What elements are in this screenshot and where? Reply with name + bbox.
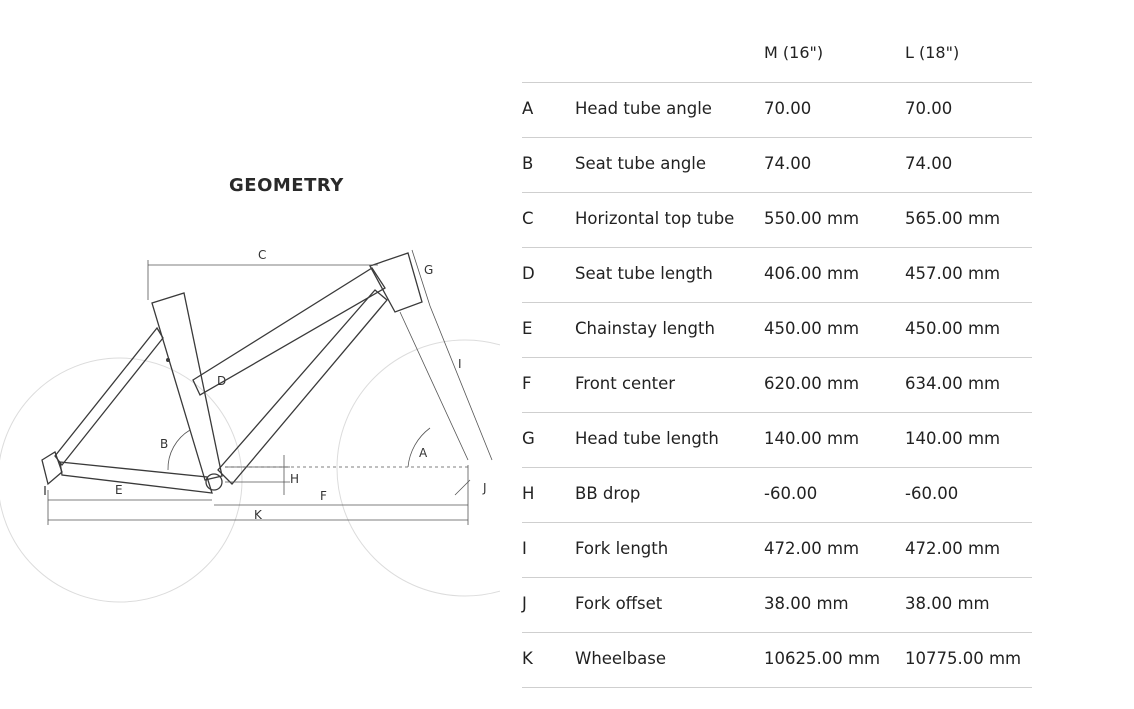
dim-label-h: H [290,472,300,486]
row-value-m: 620.00 mm [764,374,860,393]
row-value-m: 472.00 mm [764,539,860,558]
row-value-l: 634.00 mm [905,374,1001,393]
row-name: Chainstay length [575,319,715,338]
row-name: Horizontal top tube [575,209,735,228]
row-value-m: 74.00 [764,154,812,173]
seat-stay [55,328,163,465]
row-letter: A [522,99,534,118]
table-row [522,138,1032,193]
row-name: Wheelbase [575,649,666,668]
rear-dropout [42,452,62,484]
row-letter: H [522,484,535,503]
column-header-m: M (16") [764,43,824,62]
dim-label-d: D [217,374,227,388]
row-value-m: 550.00 mm [764,209,860,228]
geometry-title: GEOMETRY [229,175,344,196]
row-value-l: 565.00 mm [905,209,1001,228]
table-row [522,83,1032,138]
row-name: BB drop [575,484,641,503]
row-letter: K [522,649,533,668]
row-letter: C [522,209,534,228]
row-name: Head tube angle [575,99,712,118]
row-letter: E [522,319,533,338]
table-header [522,32,1032,83]
row-name: Fork length [575,539,669,558]
row-value-l: -60.00 [905,484,959,503]
row-value-m: -60.00 [764,484,818,503]
table-row [522,248,1032,303]
row-letter: B [522,154,534,173]
row-value-l: 140.00 mm [905,429,1001,448]
row-letter: J [522,594,527,613]
frame-svg [0,230,500,610]
table-row [522,303,1032,358]
front-wheel [337,340,500,596]
row-value-m: 70.00 [764,99,812,118]
row-name: Seat tube angle [575,154,707,173]
row-name: Fork offset [575,594,663,613]
down-tube [218,290,387,484]
table-row [522,578,1032,633]
row-value-m: 406.00 mm [764,264,860,283]
row-value-m: 140.00 mm [764,429,860,448]
table-row [522,523,1032,578]
row-value-m: 10625.00 mm [764,649,881,668]
table-row [522,413,1032,468]
geometry-table [522,32,1032,688]
table-row [522,193,1032,248]
dim-label-c: C [258,248,267,262]
row-letter: I [522,539,527,558]
chainstay [60,462,212,493]
row-value-l: 472.00 mm [905,539,1001,558]
row-value-l: 457.00 mm [905,264,1001,283]
dim-label-f: F [320,489,327,503]
row-value-l: 74.00 [905,154,953,173]
seat-tube [152,293,222,480]
row-value-l: 38.00 mm [905,594,990,613]
dim-label-a: A [419,446,428,460]
dim-label-g: G [424,263,434,277]
dim-label-i: I [458,357,462,371]
row-value-m: 450.00 mm [764,319,860,338]
row-value-l: 70.00 [905,99,953,118]
table-row [522,633,1032,688]
row-value-m: 38.00 mm [764,594,849,613]
dim-label-e: E [115,483,123,497]
head-tube [370,253,422,312]
row-value-l: 10775.00 mm [905,649,1022,668]
column-header-l: L (18") [905,43,960,62]
row-name: Front center [575,374,676,393]
frame-geometry-diagram [0,230,500,614]
row-value-l: 450.00 mm [905,319,1001,338]
dim-label-j: J [483,481,487,495]
row-letter: F [522,374,532,393]
table-row [522,468,1032,523]
row-letter: D [522,264,535,283]
row-name: Seat tube length [575,264,713,283]
table-row [522,358,1032,413]
row-letter: G [522,429,535,448]
dim-label-k: K [254,508,262,522]
row-name: Head tube length [575,429,719,448]
dim-label-b: B [160,437,169,451]
